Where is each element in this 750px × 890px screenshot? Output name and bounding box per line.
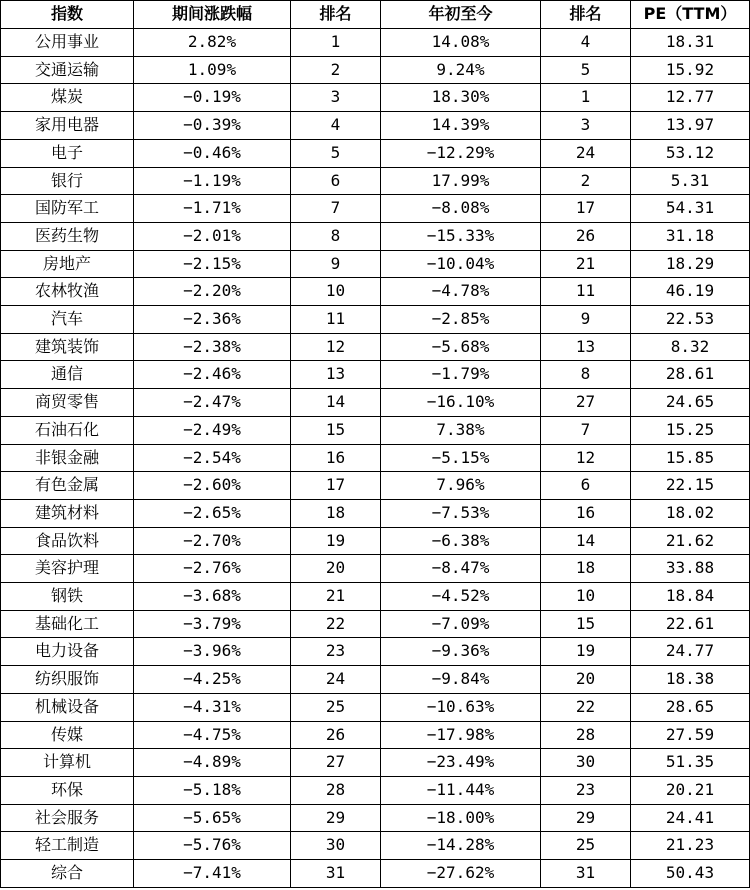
- table-row: [1, 472, 750, 500]
- cell-ytd-change: 9.24%: [381, 56, 541, 84]
- table-row: [1, 84, 750, 112]
- cell-period-change: −2.49%: [134, 416, 291, 444]
- cell-period-change: −2.46%: [134, 361, 291, 389]
- cell-ytd-rank: 14: [541, 527, 631, 555]
- cell-pe-ttm: 21.62: [631, 527, 750, 555]
- cell-ytd-change: −7.53%: [381, 499, 541, 527]
- cell-period-rank: 8: [291, 222, 381, 250]
- table-row: [1, 333, 750, 361]
- cell-index-name: 银行: [1, 167, 134, 195]
- cell-period-rank: 5: [291, 139, 381, 167]
- cell-pe-ttm: 33.88: [631, 555, 750, 583]
- cell-ytd-rank: 5: [541, 56, 631, 84]
- cell-period-change: −0.46%: [134, 139, 291, 167]
- cell-period-change: −4.75%: [134, 721, 291, 749]
- cell-period-change: −3.68%: [134, 583, 291, 611]
- cell-ytd-rank: 25: [541, 832, 631, 860]
- cell-ytd-change: −10.04%: [381, 250, 541, 278]
- table-row: [1, 389, 750, 417]
- cell-ytd-change: −15.33%: [381, 222, 541, 250]
- cell-pe-ttm: 15.25: [631, 416, 750, 444]
- cell-ytd-rank: 22: [541, 693, 631, 721]
- cell-period-rank: 15: [291, 416, 381, 444]
- cell-ytd-rank: 18: [541, 555, 631, 583]
- cell-period-rank: 19: [291, 527, 381, 555]
- cell-ytd-rank: 12: [541, 444, 631, 472]
- cell-index-name: 美容护理: [1, 555, 134, 583]
- table-row: [1, 167, 750, 195]
- cell-ytd-change: −27.62%: [381, 860, 541, 888]
- cell-pe-ttm: 18.29: [631, 250, 750, 278]
- cell-period-rank: 25: [291, 693, 381, 721]
- table-row: [1, 749, 750, 777]
- cell-period-change: −2.01%: [134, 222, 291, 250]
- cell-period-rank: 16: [291, 444, 381, 472]
- cell-index-name: 交通运输: [1, 56, 134, 84]
- cell-ytd-change: −23.49%: [381, 749, 541, 777]
- cell-period-change: −2.47%: [134, 389, 291, 417]
- cell-pe-ttm: 22.61: [631, 610, 750, 638]
- cell-period-rank: 31: [291, 860, 381, 888]
- table-row: [1, 306, 750, 334]
- table-row: [1, 139, 750, 167]
- cell-index-name: 汽车: [1, 306, 134, 334]
- cell-index-name: 机械设备: [1, 693, 134, 721]
- table-header-row: [1, 1, 750, 29]
- cell-pe-ttm: 21.23: [631, 832, 750, 860]
- cell-index-name: 电力设备: [1, 638, 134, 666]
- cell-period-change: −2.15%: [134, 250, 291, 278]
- cell-period-rank: 7: [291, 195, 381, 223]
- cell-ytd-change: −5.68%: [381, 333, 541, 361]
- cell-index-name: 钢铁: [1, 583, 134, 611]
- cell-index-name: 房地产: [1, 250, 134, 278]
- cell-ytd-change: 17.99%: [381, 167, 541, 195]
- cell-ytd-rank: 3: [541, 112, 631, 140]
- cell-ytd-change: −4.52%: [381, 583, 541, 611]
- cell-ytd-rank: 19: [541, 638, 631, 666]
- cell-period-change: −4.31%: [134, 693, 291, 721]
- cell-period-rank: 6: [291, 167, 381, 195]
- table-row: [1, 804, 750, 832]
- cell-pe-ttm: 15.92: [631, 56, 750, 84]
- cell-ytd-rank: 16: [541, 499, 631, 527]
- cell-index-name: 石油石化: [1, 416, 134, 444]
- cell-index-name: 煤炭: [1, 84, 134, 112]
- cell-ytd-rank: 31: [541, 860, 631, 888]
- cell-index-name: 社会服务: [1, 804, 134, 832]
- cell-index-name: 农林牧渔: [1, 278, 134, 306]
- cell-index-name: 综合: [1, 860, 134, 888]
- cell-index-name: 环保: [1, 776, 134, 804]
- cell-period-change: −2.54%: [134, 444, 291, 472]
- cell-period-rank: 2: [291, 56, 381, 84]
- cell-ytd-rank: 9: [541, 306, 631, 334]
- cell-period-rank: 10: [291, 278, 381, 306]
- cell-period-rank: 11: [291, 306, 381, 334]
- cell-index-name: 电子: [1, 139, 134, 167]
- table-row: [1, 666, 750, 694]
- cell-pe-ttm: 20.21: [631, 776, 750, 804]
- cell-period-change: −3.79%: [134, 610, 291, 638]
- cell-index-name: 建筑材料: [1, 499, 134, 527]
- cell-period-rank: 23: [291, 638, 381, 666]
- table-row: [1, 555, 750, 583]
- cell-pe-ttm: 13.97: [631, 112, 750, 140]
- cell-period-rank: 12: [291, 333, 381, 361]
- table-row: [1, 527, 750, 555]
- cell-index-name: 纺织服饰: [1, 666, 134, 694]
- cell-period-change: −2.65%: [134, 499, 291, 527]
- table-row: [1, 721, 750, 749]
- table-row: [1, 278, 750, 306]
- cell-period-change: −2.70%: [134, 527, 291, 555]
- cell-period-rank: 21: [291, 583, 381, 611]
- cell-period-rank: 28: [291, 776, 381, 804]
- cell-ytd-rank: 8: [541, 361, 631, 389]
- cell-ytd-rank: 4: [541, 29, 631, 57]
- cell-ytd-change: −5.15%: [381, 444, 541, 472]
- cell-pe-ttm: 5.31: [631, 167, 750, 195]
- cell-period-rank: 1: [291, 29, 381, 57]
- cell-period-change: −0.19%: [134, 84, 291, 112]
- cell-pe-ttm: 18.31: [631, 29, 750, 57]
- cell-period-change: −4.25%: [134, 666, 291, 694]
- cell-ytd-rank: 2: [541, 167, 631, 195]
- cell-ytd-rank: 10: [541, 583, 631, 611]
- cell-ytd-rank: 29: [541, 804, 631, 832]
- cell-ytd-change: −6.38%: [381, 527, 541, 555]
- cell-ytd-change: −4.78%: [381, 278, 541, 306]
- cell-index-name: 传媒: [1, 721, 134, 749]
- table-row: [1, 361, 750, 389]
- cell-ytd-rank: 24: [541, 139, 631, 167]
- cell-index-name: 非银金融: [1, 444, 134, 472]
- cell-ytd-change: −8.47%: [381, 555, 541, 583]
- cell-period-rank: 24: [291, 666, 381, 694]
- cell-ytd-change: 18.30%: [381, 84, 541, 112]
- cell-ytd-change: −18.00%: [381, 804, 541, 832]
- table-row: [1, 638, 750, 666]
- cell-index-name: 医药生物: [1, 222, 134, 250]
- cell-pe-ttm: 31.18: [631, 222, 750, 250]
- cell-period-rank: 17: [291, 472, 381, 500]
- cell-pe-ttm: 28.61: [631, 361, 750, 389]
- table-row: [1, 56, 750, 84]
- cell-index-name: 公用事业: [1, 29, 134, 57]
- cell-index-name: 基础化工: [1, 610, 134, 638]
- table-row: [1, 250, 750, 278]
- cell-pe-ttm: 18.38: [631, 666, 750, 694]
- cell-index-name: 通信: [1, 361, 134, 389]
- cell-period-change: −2.38%: [134, 333, 291, 361]
- cell-pe-ttm: 50.43: [631, 860, 750, 888]
- cell-period-rank: 13: [291, 361, 381, 389]
- cell-ytd-change: −9.84%: [381, 666, 541, 694]
- cell-ytd-rank: 13: [541, 333, 631, 361]
- cell-pe-ttm: 51.35: [631, 749, 750, 777]
- cell-ytd-change: −14.28%: [381, 832, 541, 860]
- cell-period-change: −4.89%: [134, 749, 291, 777]
- cell-ytd-change: 7.96%: [381, 472, 541, 500]
- cell-period-change: −1.71%: [134, 195, 291, 223]
- cell-ytd-change: −9.36%: [381, 638, 541, 666]
- header-pe-ttm: PE（TTM）: [631, 1, 750, 29]
- cell-ytd-change: 14.39%: [381, 112, 541, 140]
- cell-period-change: −7.41%: [134, 860, 291, 888]
- table-body: [1, 29, 750, 888]
- cell-period-rank: 14: [291, 389, 381, 417]
- cell-pe-ttm: 46.19: [631, 278, 750, 306]
- cell-ytd-rank: 21: [541, 250, 631, 278]
- cell-pe-ttm: 8.32: [631, 333, 750, 361]
- cell-index-name: 国防军工: [1, 195, 134, 223]
- cell-period-change: −5.18%: [134, 776, 291, 804]
- cell-period-rank: 9: [291, 250, 381, 278]
- cell-ytd-rank: 17: [541, 195, 631, 223]
- cell-period-change: −0.39%: [134, 112, 291, 140]
- cell-period-change: −3.96%: [134, 638, 291, 666]
- cell-ytd-rank: 27: [541, 389, 631, 417]
- cell-ytd-change: −1.79%: [381, 361, 541, 389]
- cell-period-change: 2.82%: [134, 29, 291, 57]
- cell-pe-ttm: 24.77: [631, 638, 750, 666]
- cell-pe-ttm: 12.77: [631, 84, 750, 112]
- cell-ytd-rank: 15: [541, 610, 631, 638]
- cell-index-name: 商贸零售: [1, 389, 134, 417]
- cell-ytd-rank: 6: [541, 472, 631, 500]
- cell-ytd-change: −12.29%: [381, 139, 541, 167]
- cell-ytd-change: −17.98%: [381, 721, 541, 749]
- cell-pe-ttm: 22.53: [631, 306, 750, 334]
- table-row: [1, 112, 750, 140]
- cell-ytd-rank: 26: [541, 222, 631, 250]
- cell-index-name: 建筑装饰: [1, 333, 134, 361]
- cell-ytd-rank: 30: [541, 749, 631, 777]
- cell-pe-ttm: 54.31: [631, 195, 750, 223]
- cell-ytd-change: −11.44%: [381, 776, 541, 804]
- cell-period-rank: 22: [291, 610, 381, 638]
- cell-ytd-rank: 11: [541, 278, 631, 306]
- cell-period-rank: 30: [291, 832, 381, 860]
- cell-period-rank: 20: [291, 555, 381, 583]
- cell-period-rank: 4: [291, 112, 381, 140]
- cell-period-change: −2.76%: [134, 555, 291, 583]
- cell-index-name: 有色金属: [1, 472, 134, 500]
- cell-pe-ttm: 28.65: [631, 693, 750, 721]
- cell-ytd-rank: 7: [541, 416, 631, 444]
- cell-ytd-change: −2.85%: [381, 306, 541, 334]
- cell-period-rank: 29: [291, 804, 381, 832]
- table-row: [1, 583, 750, 611]
- cell-ytd-rank: 28: [541, 721, 631, 749]
- cell-period-rank: 18: [291, 499, 381, 527]
- cell-period-change: −1.19%: [134, 167, 291, 195]
- cell-period-change: 1.09%: [134, 56, 291, 84]
- cell-ytd-change: −16.10%: [381, 389, 541, 417]
- cell-period-rank: 3: [291, 84, 381, 112]
- cell-pe-ttm: 15.85: [631, 444, 750, 472]
- cell-period-change: −2.20%: [134, 278, 291, 306]
- table-row: [1, 499, 750, 527]
- cell-pe-ttm: 53.12: [631, 139, 750, 167]
- cell-ytd-rank: 1: [541, 84, 631, 112]
- header-period-rank: 排名: [291, 1, 381, 29]
- cell-index-name: 计算机: [1, 749, 134, 777]
- cell-index-name: 家用电器: [1, 112, 134, 140]
- cell-pe-ttm: 22.15: [631, 472, 750, 500]
- cell-pe-ttm: 27.59: [631, 721, 750, 749]
- header-ytd: 年初至今: [381, 1, 541, 29]
- cell-period-rank: 27: [291, 749, 381, 777]
- table-row: [1, 416, 750, 444]
- cell-ytd-change: −7.09%: [381, 610, 541, 638]
- cell-ytd-change: 14.08%: [381, 29, 541, 57]
- table-row: [1, 693, 750, 721]
- cell-period-change: −2.60%: [134, 472, 291, 500]
- cell-pe-ttm: 24.65: [631, 389, 750, 417]
- table-row: [1, 832, 750, 860]
- cell-index-name: 食品饮料: [1, 527, 134, 555]
- table-row: [1, 860, 750, 888]
- table-row: [1, 29, 750, 57]
- cell-ytd-rank: 20: [541, 666, 631, 694]
- cell-ytd-rank: 23: [541, 776, 631, 804]
- cell-pe-ttm: 18.84: [631, 583, 750, 611]
- cell-pe-ttm: 24.41: [631, 804, 750, 832]
- table-row: [1, 195, 750, 223]
- cell-ytd-change: −8.08%: [381, 195, 541, 223]
- table-row: [1, 444, 750, 472]
- cell-period-change: −5.76%: [134, 832, 291, 860]
- table-row: [1, 776, 750, 804]
- table-row: [1, 610, 750, 638]
- header-index: 指数: [1, 1, 134, 29]
- cell-period-change: −5.65%: [134, 804, 291, 832]
- header-ytd-rank: 排名: [541, 1, 631, 29]
- cell-ytd-change: 7.38%: [381, 416, 541, 444]
- table-row: [1, 222, 750, 250]
- cell-pe-ttm: 18.02: [631, 499, 750, 527]
- header-period-change: 期间涨跌幅: [134, 1, 291, 29]
- cell-period-rank: 26: [291, 721, 381, 749]
- cell-period-change: −2.36%: [134, 306, 291, 334]
- cell-index-name: 轻工制造: [1, 832, 134, 860]
- cell-ytd-change: −10.63%: [381, 693, 541, 721]
